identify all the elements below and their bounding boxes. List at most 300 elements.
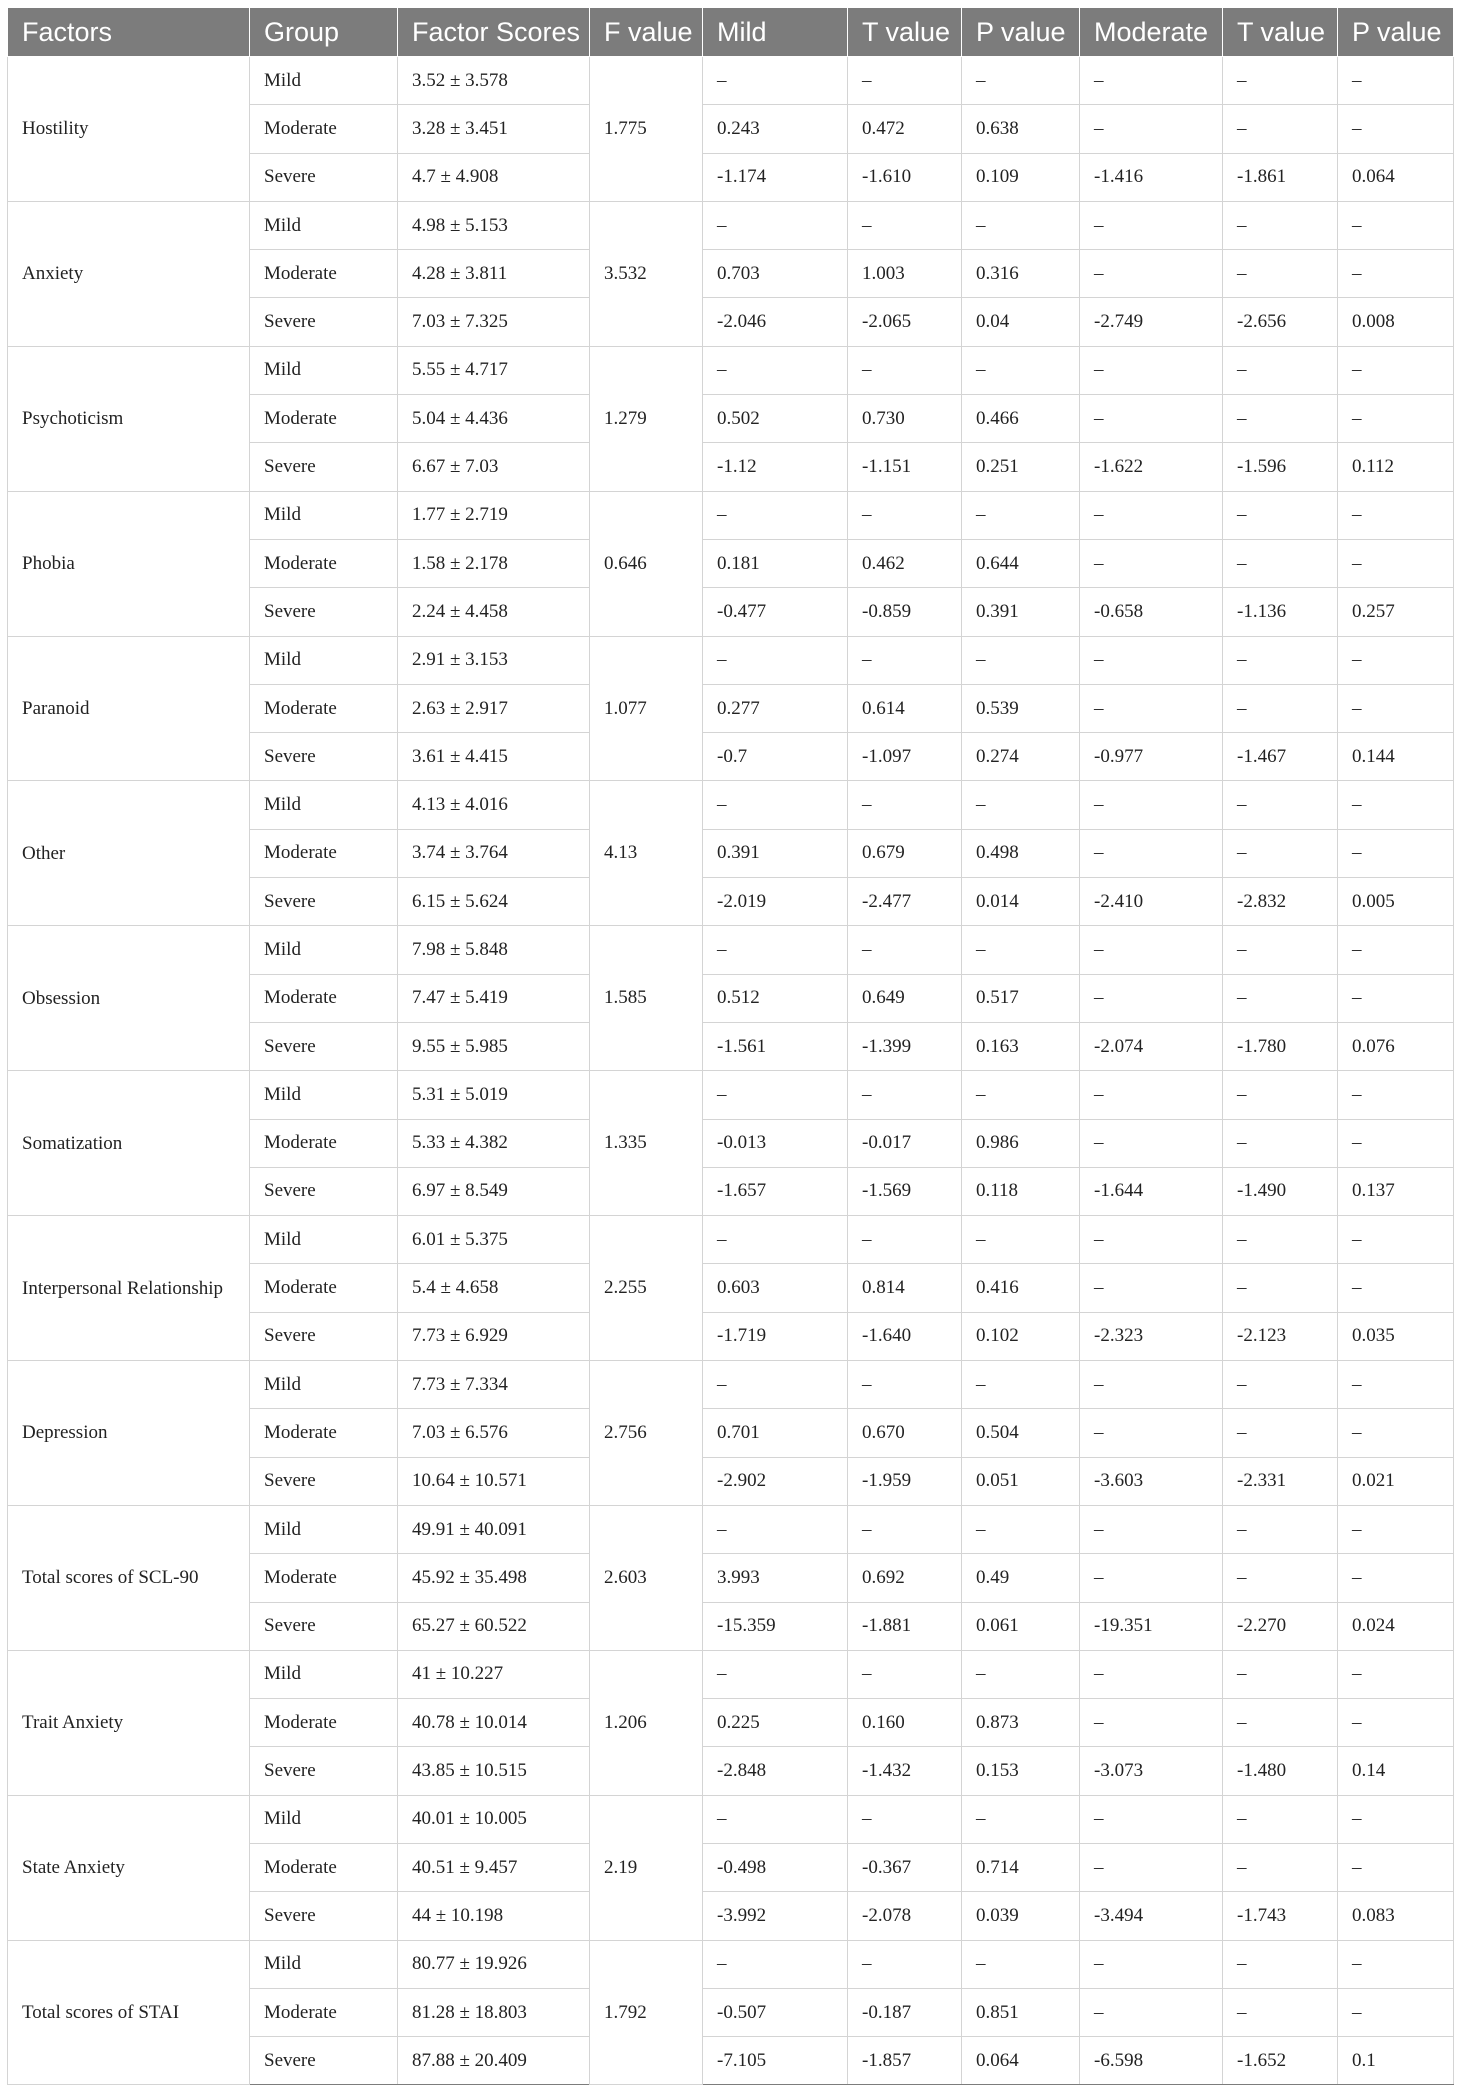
- factor-score-cell: 5.55 ± 4.717: [398, 346, 590, 394]
- factor-score-cell: 40.51 ± 9.457: [398, 1843, 590, 1891]
- group-cell: Moderate: [250, 1699, 398, 1747]
- mild-p-value-cell: 0.274: [962, 733, 1080, 781]
- mild-t-value-cell: –: [848, 201, 962, 249]
- mild-t-value-cell: –: [848, 1505, 962, 1553]
- moderate-p-value-cell: 0.064: [1338, 153, 1454, 201]
- mild-t-value-cell: 1.003: [848, 250, 962, 298]
- moderate-diff-cell: –: [1080, 1409, 1223, 1457]
- factor-score-cell: 44 ± 10.198: [398, 1892, 590, 1940]
- header-moderate: Moderate: [1080, 8, 1223, 57]
- factor-score-cell: 6.15 ± 5.624: [398, 878, 590, 926]
- factor-score-cell: 7.98 ± 5.848: [398, 926, 590, 974]
- moderate-t-value-cell: –: [1223, 1264, 1338, 1312]
- group-cell: Severe: [250, 298, 398, 346]
- moderate-t-value-cell: –: [1223, 1988, 1338, 2036]
- factor-score-cell: 2.24 ± 4.458: [398, 588, 590, 636]
- mild-t-value-cell: –: [848, 926, 962, 974]
- moderate-t-value-cell: -2.331: [1223, 1457, 1338, 1505]
- mild-p-value-cell: –: [962, 926, 1080, 974]
- mild-t-value-cell: -1.399: [848, 1022, 962, 1070]
- mild-p-value-cell: 0.163: [962, 1022, 1080, 1070]
- mild-diff-cell: –: [703, 1650, 848, 1698]
- mild-diff-cell: -0.013: [703, 1119, 848, 1167]
- moderate-p-value-cell: –: [1338, 1650, 1454, 1698]
- moderate-diff-cell: -2.749: [1080, 298, 1223, 346]
- moderate-p-value-cell: –: [1338, 1361, 1454, 1409]
- mild-diff-cell: 0.277: [703, 684, 848, 732]
- mild-t-value-cell: -0.017: [848, 1119, 962, 1167]
- mild-p-value-cell: –: [962, 1795, 1080, 1843]
- mild-diff-cell: –: [703, 1216, 848, 1264]
- mild-diff-cell: -1.12: [703, 443, 848, 491]
- f-value-cell: 2.603: [590, 1505, 703, 1650]
- group-cell: Mild: [250, 1650, 398, 1698]
- moderate-diff-cell: –: [1080, 1699, 1223, 1747]
- mild-t-value-cell: 0.472: [848, 105, 962, 153]
- mild-t-value-cell: -1.432: [848, 1747, 962, 1795]
- moderate-p-value-cell: –: [1338, 684, 1454, 732]
- factor-score-cell: 5.33 ± 4.382: [398, 1119, 590, 1167]
- table-row: [8, 346, 1454, 394]
- mild-t-value-cell: –: [848, 1361, 962, 1409]
- moderate-diff-cell: –: [1080, 1361, 1223, 1409]
- mild-diff-cell: –: [703, 636, 848, 684]
- mild-diff-cell: -2.019: [703, 878, 848, 926]
- mild-p-value-cell: –: [962, 1505, 1080, 1553]
- moderate-p-value-cell: –: [1338, 1119, 1454, 1167]
- mild-p-value-cell: –: [962, 1940, 1080, 1988]
- factor-score-cell: 40.01 ± 10.005: [398, 1795, 590, 1843]
- header-mild: Mild: [703, 8, 848, 57]
- mild-diff-cell: 0.243: [703, 105, 848, 153]
- group-cell: Severe: [250, 1167, 398, 1215]
- table-row: [8, 491, 1454, 539]
- mild-p-value-cell: 0.061: [962, 1602, 1080, 1650]
- mild-p-value-cell: 0.49: [962, 1554, 1080, 1602]
- factor-name-cell: State Anxiety: [8, 1795, 250, 1940]
- mild-diff-cell: 0.502: [703, 395, 848, 443]
- group-cell: Moderate: [250, 829, 398, 877]
- moderate-diff-cell: –: [1080, 201, 1223, 249]
- moderate-p-value-cell: –: [1338, 1940, 1454, 1988]
- moderate-diff-cell: -0.658: [1080, 588, 1223, 636]
- mild-p-value-cell: 0.638: [962, 105, 1080, 153]
- factor-score-cell: 40.78 ± 10.014: [398, 1699, 590, 1747]
- table-row: [8, 1361, 1454, 1409]
- mild-t-value-cell: -1.151: [848, 443, 962, 491]
- table-row: [8, 201, 1454, 249]
- table-row: [8, 1071, 1454, 1119]
- f-value-cell: 0.646: [590, 491, 703, 636]
- moderate-t-value-cell: –: [1223, 1071, 1338, 1119]
- mild-t-value-cell: –: [848, 346, 962, 394]
- mild-t-value-cell: 0.679: [848, 829, 962, 877]
- group-cell: Mild: [250, 57, 398, 105]
- group-cell: Mild: [250, 1071, 398, 1119]
- factor-score-cell: 7.03 ± 6.576: [398, 1409, 590, 1457]
- moderate-p-value-cell: 0.035: [1338, 1312, 1454, 1360]
- moderate-p-value-cell: –: [1338, 250, 1454, 298]
- mild-diff-cell: –: [703, 781, 848, 829]
- group-cell: Mild: [250, 1505, 398, 1553]
- table-row: [8, 926, 1454, 974]
- moderate-t-value-cell: –: [1223, 1554, 1338, 1602]
- moderate-p-value-cell: –: [1338, 1554, 1454, 1602]
- mild-p-value-cell: 0.504: [962, 1409, 1080, 1457]
- moderate-t-value-cell: -1.490: [1223, 1167, 1338, 1215]
- mild-diff-cell: 0.512: [703, 974, 848, 1022]
- group-cell: Moderate: [250, 250, 398, 298]
- moderate-diff-cell: –: [1080, 1505, 1223, 1553]
- mild-t-value-cell: –: [848, 781, 962, 829]
- mild-p-value-cell: –: [962, 1071, 1080, 1119]
- group-cell: Moderate: [250, 1988, 398, 2036]
- factor-score-cell: 7.47 ± 5.419: [398, 974, 590, 1022]
- group-cell: Mild: [250, 1216, 398, 1264]
- factor-name-cell: Phobia: [8, 491, 250, 636]
- header-p-value-moderate: P value: [1338, 8, 1454, 57]
- mild-t-value-cell: –: [848, 1650, 962, 1698]
- moderate-t-value-cell: -2.270: [1223, 1602, 1338, 1650]
- mild-t-value-cell: 0.462: [848, 539, 962, 587]
- moderate-p-value-cell: –: [1338, 539, 1454, 587]
- moderate-diff-cell: –: [1080, 1940, 1223, 1988]
- mild-diff-cell: 0.391: [703, 829, 848, 877]
- mild-p-value-cell: –: [962, 201, 1080, 249]
- factor-score-cell: 3.61 ± 4.415: [398, 733, 590, 781]
- mild-t-value-cell: -1.610: [848, 153, 962, 201]
- moderate-diff-cell: –: [1080, 346, 1223, 394]
- moderate-p-value-cell: 0.144: [1338, 733, 1454, 781]
- mild-p-value-cell: 0.316: [962, 250, 1080, 298]
- moderate-t-value-cell: –: [1223, 1940, 1338, 1988]
- mild-diff-cell: –: [703, 926, 848, 974]
- moderate-p-value-cell: –: [1338, 1505, 1454, 1553]
- moderate-p-value-cell: 0.1: [1338, 2037, 1454, 2085]
- moderate-p-value-cell: –: [1338, 1409, 1454, 1457]
- group-cell: Severe: [250, 1747, 398, 1795]
- mild-p-value-cell: 0.039: [962, 1892, 1080, 1940]
- mild-t-value-cell: -1.569: [848, 1167, 962, 1215]
- header-factor-scores: Factor Scores: [398, 8, 590, 57]
- moderate-diff-cell: –: [1080, 395, 1223, 443]
- factor-score-cell: 7.03 ± 7.325: [398, 298, 590, 346]
- mild-t-value-cell: –: [848, 636, 962, 684]
- moderate-diff-cell: -1.416: [1080, 153, 1223, 201]
- moderate-t-value-cell: –: [1223, 684, 1338, 732]
- group-cell: Moderate: [250, 974, 398, 1022]
- moderate-diff-cell: –: [1080, 1071, 1223, 1119]
- mild-p-value-cell: 0.498: [962, 829, 1080, 877]
- moderate-t-value-cell: –: [1223, 1216, 1338, 1264]
- moderate-diff-cell: –: [1080, 636, 1223, 684]
- mild-p-value-cell: –: [962, 57, 1080, 105]
- moderate-p-value-cell: –: [1338, 1216, 1454, 1264]
- factor-name-cell: Somatization: [8, 1071, 250, 1216]
- factor-score-cell: 9.55 ± 5.985: [398, 1022, 590, 1070]
- factor-score-cell: 5.04 ± 4.436: [398, 395, 590, 443]
- header-factors: Factors: [8, 8, 250, 57]
- moderate-t-value-cell: –: [1223, 1505, 1338, 1553]
- mild-p-value-cell: 0.391: [962, 588, 1080, 636]
- moderate-p-value-cell: 0.076: [1338, 1022, 1454, 1070]
- moderate-t-value-cell: -2.123: [1223, 1312, 1338, 1360]
- table-row: [8, 1795, 1454, 1843]
- mild-t-value-cell: 0.692: [848, 1554, 962, 1602]
- group-cell: Severe: [250, 733, 398, 781]
- mild-p-value-cell: –: [962, 1216, 1080, 1264]
- moderate-t-value-cell: -1.743: [1223, 1892, 1338, 1940]
- moderate-t-value-cell: –: [1223, 1650, 1338, 1698]
- moderate-diff-cell: –: [1080, 539, 1223, 587]
- f-value-cell: 4.13: [590, 781, 703, 926]
- moderate-diff-cell: –: [1080, 1264, 1223, 1312]
- group-cell: Mild: [250, 636, 398, 684]
- moderate-diff-cell: –: [1080, 1650, 1223, 1698]
- moderate-diff-cell: –: [1080, 1554, 1223, 1602]
- group-cell: Severe: [250, 588, 398, 636]
- group-cell: Severe: [250, 2037, 398, 2085]
- mild-diff-cell: –: [703, 201, 848, 249]
- moderate-t-value-cell: –: [1223, 491, 1338, 539]
- moderate-diff-cell: –: [1080, 781, 1223, 829]
- mild-diff-cell: 0.603: [703, 1264, 848, 1312]
- moderate-diff-cell: -3.603: [1080, 1457, 1223, 1505]
- moderate-t-value-cell: -1.652: [1223, 2037, 1338, 2085]
- factor-score-cell: 3.28 ± 3.451: [398, 105, 590, 153]
- factor-score-cell: 5.4 ± 4.658: [398, 1264, 590, 1312]
- mild-t-value-cell: -2.065: [848, 298, 962, 346]
- factor-name-cell: Total scores of STAI: [8, 1940, 250, 2085]
- group-cell: Moderate: [250, 1119, 398, 1167]
- moderate-p-value-cell: 0.137: [1338, 1167, 1454, 1215]
- mild-t-value-cell: –: [848, 1216, 962, 1264]
- moderate-t-value-cell: -2.832: [1223, 878, 1338, 926]
- table-header: [8, 8, 1454, 57]
- moderate-diff-cell: –: [1080, 684, 1223, 732]
- mild-t-value-cell: -2.477: [848, 878, 962, 926]
- moderate-p-value-cell: 0.083: [1338, 1892, 1454, 1940]
- moderate-t-value-cell: -1.480: [1223, 1747, 1338, 1795]
- group-cell: Moderate: [250, 1843, 398, 1891]
- moderate-p-value-cell: –: [1338, 1699, 1454, 1747]
- moderate-diff-cell: –: [1080, 491, 1223, 539]
- mild-diff-cell: –: [703, 491, 848, 539]
- mild-diff-cell: -2.902: [703, 1457, 848, 1505]
- moderate-t-value-cell: -1.861: [1223, 153, 1338, 201]
- factor-score-cell: 3.74 ± 3.764: [398, 829, 590, 877]
- factor-name-cell: Depression: [8, 1361, 250, 1506]
- mild-diff-cell: -1.657: [703, 1167, 848, 1215]
- mild-t-value-cell: -1.881: [848, 1602, 962, 1650]
- table-row: [8, 781, 1454, 829]
- moderate-diff-cell: –: [1080, 1795, 1223, 1843]
- table-row: [8, 636, 1454, 684]
- group-cell: Moderate: [250, 1554, 398, 1602]
- moderate-t-value-cell: -2.656: [1223, 298, 1338, 346]
- mild-p-value-cell: 0.466: [962, 395, 1080, 443]
- moderate-t-value-cell: –: [1223, 395, 1338, 443]
- group-cell: Severe: [250, 1892, 398, 1940]
- moderate-p-value-cell: –: [1338, 1071, 1454, 1119]
- mild-t-value-cell: -0.367: [848, 1843, 962, 1891]
- group-cell: Moderate: [250, 1264, 398, 1312]
- mild-p-value-cell: 0.014: [962, 878, 1080, 926]
- factor-score-cell: 43.85 ± 10.515: [398, 1747, 590, 1795]
- moderate-diff-cell: -3.073: [1080, 1747, 1223, 1795]
- mild-t-value-cell: -1.857: [848, 2037, 962, 2085]
- mild-diff-cell: –: [703, 1071, 848, 1119]
- mild-diff-cell: 0.181: [703, 539, 848, 587]
- moderate-p-value-cell: –: [1338, 491, 1454, 539]
- group-cell: Severe: [250, 1022, 398, 1070]
- table-row: [8, 1216, 1454, 1264]
- factor-score-cell: 41 ± 10.227: [398, 1650, 590, 1698]
- group-cell: Moderate: [250, 105, 398, 153]
- mild-p-value-cell: 0.051: [962, 1457, 1080, 1505]
- factor-name-cell: Obsession: [8, 926, 250, 1071]
- moderate-diff-cell: –: [1080, 926, 1223, 974]
- factor-score-cell: 1.77 ± 2.719: [398, 491, 590, 539]
- moderate-t-value-cell: –: [1223, 1843, 1338, 1891]
- mild-p-value-cell: 0.873: [962, 1699, 1080, 1747]
- moderate-p-value-cell: –: [1338, 105, 1454, 153]
- factor-score-cell: 4.98 ± 5.153: [398, 201, 590, 249]
- mild-diff-cell: -15.359: [703, 1602, 848, 1650]
- factor-score-cell: 3.52 ± 3.578: [398, 57, 590, 105]
- factor-score-cell: 7.73 ± 6.929: [398, 1312, 590, 1360]
- moderate-t-value-cell: -1.596: [1223, 443, 1338, 491]
- group-cell: Severe: [250, 1602, 398, 1650]
- factor-name-cell: Interpersonal Relationship: [8, 1216, 250, 1361]
- moderate-diff-cell: –: [1080, 1119, 1223, 1167]
- moderate-t-value-cell: –: [1223, 105, 1338, 153]
- mild-p-value-cell: –: [962, 346, 1080, 394]
- factor-score-cell: 4.7 ± 4.908: [398, 153, 590, 201]
- moderate-p-value-cell: 0.005: [1338, 878, 1454, 926]
- mild-t-value-cell: -0.187: [848, 1988, 962, 2036]
- moderate-p-value-cell: 0.14: [1338, 1747, 1454, 1795]
- header-row: [8, 8, 1454, 57]
- mild-t-value-cell: 0.814: [848, 1264, 962, 1312]
- moderate-t-value-cell: –: [1223, 781, 1338, 829]
- factor-score-cell: 6.01 ± 5.375: [398, 1216, 590, 1264]
- mild-diff-cell: 0.701: [703, 1409, 848, 1457]
- mild-p-value-cell: 0.153: [962, 1747, 1080, 1795]
- mild-p-value-cell: 0.539: [962, 684, 1080, 732]
- mild-p-value-cell: –: [962, 491, 1080, 539]
- moderate-t-value-cell: -1.136: [1223, 588, 1338, 636]
- group-cell: Moderate: [250, 395, 398, 443]
- mild-t-value-cell: –: [848, 1795, 962, 1843]
- mild-diff-cell: -0.7: [703, 733, 848, 781]
- moderate-diff-cell: –: [1080, 105, 1223, 153]
- moderate-p-value-cell: –: [1338, 1795, 1454, 1843]
- moderate-p-value-cell: –: [1338, 926, 1454, 974]
- mild-t-value-cell: 0.614: [848, 684, 962, 732]
- group-cell: Severe: [250, 1457, 398, 1505]
- moderate-t-value-cell: -1.780: [1223, 1022, 1338, 1070]
- mild-p-value-cell: 0.118: [962, 1167, 1080, 1215]
- mild-t-value-cell: –: [848, 57, 962, 105]
- group-cell: Mild: [250, 201, 398, 249]
- group-cell: Severe: [250, 443, 398, 491]
- mild-t-value-cell: 0.670: [848, 1409, 962, 1457]
- mild-t-value-cell: -1.959: [848, 1457, 962, 1505]
- group-cell: Severe: [250, 878, 398, 926]
- mild-diff-cell: –: [703, 346, 848, 394]
- header-group: Group: [250, 8, 398, 57]
- factor-score-cell: 6.97 ± 8.549: [398, 1167, 590, 1215]
- factor-score-cell: 7.73 ± 7.334: [398, 1361, 590, 1409]
- moderate-t-value-cell: –: [1223, 57, 1338, 105]
- factor-name-cell: Trait Anxiety: [8, 1650, 250, 1795]
- group-cell: Moderate: [250, 539, 398, 587]
- factor-score-cell: 1.58 ± 2.178: [398, 539, 590, 587]
- group-cell: Mild: [250, 1940, 398, 1988]
- factor-name-cell: Other: [8, 781, 250, 926]
- moderate-diff-cell: -2.323: [1080, 1312, 1223, 1360]
- moderate-diff-cell: –: [1080, 1988, 1223, 2036]
- moderate-diff-cell: -3.494: [1080, 1892, 1223, 1940]
- mild-t-value-cell: –: [848, 1940, 962, 1988]
- mild-p-value-cell: –: [962, 1361, 1080, 1409]
- f-value-cell: 1.279: [590, 346, 703, 491]
- f-value-cell: 2.255: [590, 1216, 703, 1361]
- factor-score-cell: 45.92 ± 35.498: [398, 1554, 590, 1602]
- mild-p-value-cell: 0.102: [962, 1312, 1080, 1360]
- table-row: [8, 1940, 1454, 1988]
- mild-p-value-cell: 0.04: [962, 298, 1080, 346]
- factor-score-cell: 49.91 ± 40.091: [398, 1505, 590, 1553]
- f-value-cell: 3.532: [590, 201, 703, 346]
- table-row: [8, 1505, 1454, 1553]
- mild-t-value-cell: -2.078: [848, 1892, 962, 1940]
- moderate-diff-cell: -1.644: [1080, 1167, 1223, 1215]
- mild-p-value-cell: 0.109: [962, 153, 1080, 201]
- mild-p-value-cell: 0.644: [962, 539, 1080, 587]
- mild-p-value-cell: –: [962, 1650, 1080, 1698]
- header-t-value-moderate: T value: [1223, 8, 1338, 57]
- moderate-diff-cell: -2.410: [1080, 878, 1223, 926]
- factor-score-cell: 5.31 ± 5.019: [398, 1071, 590, 1119]
- moderate-diff-cell: –: [1080, 974, 1223, 1022]
- moderate-t-value-cell: -1.467: [1223, 733, 1338, 781]
- moderate-t-value-cell: –: [1223, 636, 1338, 684]
- moderate-t-value-cell: –: [1223, 201, 1338, 249]
- moderate-t-value-cell: –: [1223, 1119, 1338, 1167]
- moderate-t-value-cell: –: [1223, 974, 1338, 1022]
- moderate-t-value-cell: –: [1223, 1699, 1338, 1747]
- group-cell: Mild: [250, 1795, 398, 1843]
- mild-diff-cell: –: [703, 57, 848, 105]
- factor-score-cell: 65.27 ± 60.522: [398, 1602, 590, 1650]
- moderate-diff-cell: -1.622: [1080, 443, 1223, 491]
- mild-diff-cell: -7.105: [703, 2037, 848, 2085]
- moderate-t-value-cell: –: [1223, 1409, 1338, 1457]
- moderate-diff-cell: -0.977: [1080, 733, 1223, 781]
- mild-p-value-cell: 0.416: [962, 1264, 1080, 1312]
- group-cell: Mild: [250, 781, 398, 829]
- mild-diff-cell: -2.046: [703, 298, 848, 346]
- group-cell: Moderate: [250, 1409, 398, 1457]
- factor-score-cell: 2.63 ± 2.917: [398, 684, 590, 732]
- factor-score-cell: 6.67 ± 7.03: [398, 443, 590, 491]
- moderate-p-value-cell: –: [1338, 201, 1454, 249]
- group-cell: Mild: [250, 926, 398, 974]
- mild-t-value-cell: 0.730: [848, 395, 962, 443]
- factor-name-cell: Total scores of SCL-90: [8, 1505, 250, 1650]
